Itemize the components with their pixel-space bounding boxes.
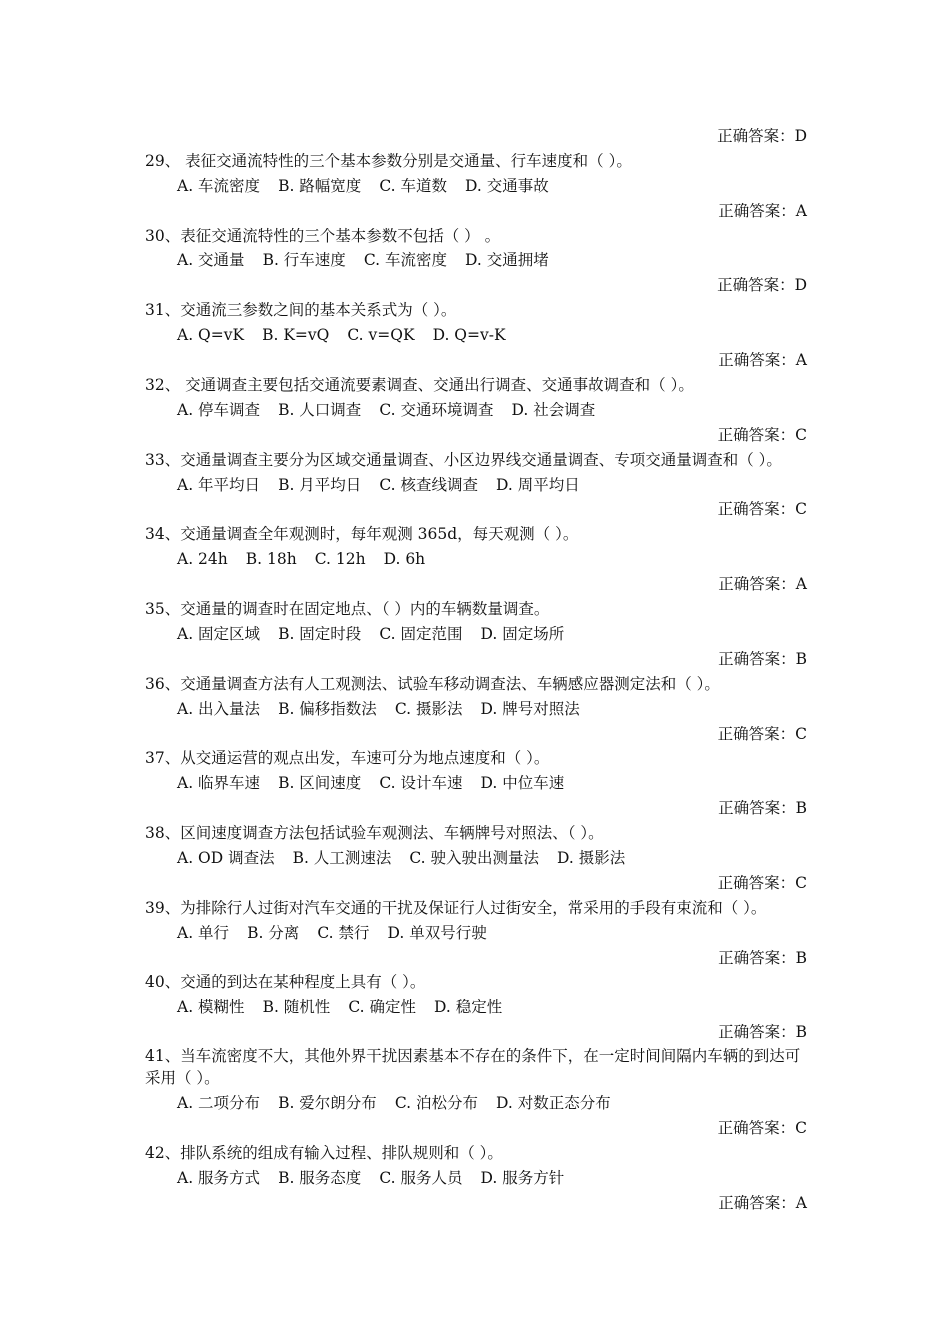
- option-item: B. 偏移指数法: [278, 699, 377, 718]
- option-item: A. 交通量: [177, 251, 245, 270]
- options-row: [145, 1091, 807, 1116]
- answer-line: 正确答案：A: [718, 1193, 807, 1212]
- option-item: D. 交通拥堵: [464, 251, 549, 270]
- question-block: [145, 1141, 807, 1216]
- answer-line: 正确答案：A: [718, 201, 807, 220]
- option-item: C. v=QK: [347, 326, 415, 345]
- option-item: C. 设计车速: [379, 774, 463, 793]
- option-item: C. 驶入驶出测量法: [409, 848, 540, 867]
- option-item: B. 月平均日: [278, 475, 362, 494]
- option-item: A. 二项分布: [177, 1094, 261, 1113]
- answer-line: 正确答案：C: [717, 873, 807, 892]
- option-item: B. 服务态度: [278, 1168, 362, 1187]
- option-item: D. 对数正态分布: [495, 1094, 611, 1113]
- option-item: A. 停车调查: [177, 400, 261, 419]
- options-row: [145, 846, 807, 871]
- option-item: C. 车流密度: [363, 251, 447, 270]
- question-block: [145, 821, 807, 896]
- question-text: 39、为排除行人过街对汽车交通的干扰及保证行人过街安全，常采用的手段有束流和（ ）。: [145, 898, 767, 917]
- question-text: 31、交通流三参数之间的基本关系式为（ ）。: [145, 301, 457, 320]
- question-text: 41、当车流密度不大，其他外界干扰因素基本不存在的条件下，在一定时间间隔内车辆的到达可采用（ ）。: [145, 1047, 801, 1088]
- answer-line: 正确答案：B: [718, 1023, 807, 1042]
- option-item: A. Q=vK: [177, 326, 245, 345]
- option-item: A. 年平均日: [177, 475, 261, 494]
- question-block: [145, 149, 807, 224]
- option-item: C. 服务人员: [379, 1168, 463, 1187]
- option-item: A. OD 调查法: [177, 848, 275, 867]
- option-item: C. 泊松分布: [394, 1094, 478, 1113]
- options-row: [145, 921, 807, 946]
- answer-line: 正确答案：D: [717, 276, 807, 295]
- question-block: [145, 597, 807, 672]
- answer-line: 正确答案：B: [718, 799, 807, 818]
- option-item: B. 18h: [245, 550, 297, 569]
- options-row: [145, 473, 807, 498]
- question-text: 32、 交通调查主要包括交通流要素调查、交通出行调查、交通事故调查和（ ）。: [145, 375, 694, 394]
- option-item: A. 24h: [177, 550, 228, 569]
- answer-line: 正确答案：C: [717, 500, 807, 519]
- answer-line-top: 正确答案：D: [717, 127, 807, 145]
- option-item: D. 服务方针: [480, 1168, 565, 1187]
- question-text: 35、交通量的调查时在固定地点、（ ）内的车辆数量调查。: [145, 600, 550, 619]
- option-item: B. 随机性: [262, 998, 331, 1017]
- question-block: [145, 970, 807, 1045]
- option-item: C. 禁行: [317, 923, 370, 942]
- option-item: B. 人工测速法: [292, 848, 392, 867]
- option-item: D. 稳定性: [433, 998, 503, 1017]
- options-row: [145, 995, 807, 1020]
- question-text: 38、区间速度调查方法包括试验车观测法、车辆牌号对照法、（ ）。: [145, 824, 604, 843]
- option-item: A. 服务方式: [177, 1168, 261, 1187]
- option-item: C. 核查线调查: [379, 475, 478, 494]
- question-text: 34、交通量调查全年观测时，每年观测 365d，每天观测（ ）。: [145, 525, 579, 544]
- options-row: [145, 398, 807, 423]
- answer-line: 正确答案：B: [718, 649, 807, 668]
- answer-line: 正确答案：A: [718, 575, 807, 594]
- options-row: [145, 697, 807, 722]
- question-text: 42、排队系统的组成有输入过程、排队规则和（ ）。: [145, 1143, 503, 1162]
- answer-line: 正确答案：A: [718, 351, 807, 370]
- option-item: C. 固定范围: [379, 624, 463, 643]
- option-item: D. 牌号对照法: [480, 699, 580, 718]
- option-item: D. 单双号行驶: [387, 923, 487, 942]
- question-block: [145, 896, 807, 971]
- option-item: B. K=vQ: [262, 326, 330, 345]
- option-item: B. 区间速度: [278, 774, 362, 793]
- question-text: 33、交通量调查主要分为区域交通量调查、小区边界线交通量调查、专项交通量调查和（ ）。: [145, 450, 782, 469]
- question-block: [145, 1045, 807, 1141]
- question-block: [145, 224, 807, 299]
- option-item: B. 爱尔朗分布: [278, 1094, 377, 1113]
- option-item: B. 人口调查: [278, 400, 362, 419]
- option-item: A. 出入量法: [177, 699, 261, 718]
- options-row: [145, 323, 807, 348]
- option-item: D. 6h: [383, 550, 426, 569]
- question-block: [145, 298, 807, 373]
- option-item: A. 临界车速: [177, 774, 261, 793]
- answer-line: 正确答案：C: [717, 724, 807, 743]
- answer-line: 正确答案：C: [717, 1119, 807, 1138]
- option-item: D. Q=v-K: [432, 326, 506, 345]
- option-item: A. 车流密度: [177, 176, 261, 195]
- answer-line: 正确答案：B: [718, 948, 807, 967]
- options-row: [145, 622, 807, 647]
- option-item: C. 车道数: [379, 176, 447, 195]
- option-item: A. 单行: [177, 923, 230, 942]
- option-item: B. 固定时段: [278, 624, 362, 643]
- option-item: D. 交通事故: [464, 176, 549, 195]
- question-block: [145, 746, 807, 821]
- question-block: [145, 373, 807, 448]
- option-item: D. 社会调查: [511, 400, 596, 419]
- option-item: C. 摄影法: [394, 699, 463, 718]
- question-text: 30、表征交通流特性的三个基本参数不包括（ ） 。: [145, 226, 501, 245]
- options-row: [145, 771, 807, 796]
- option-item: C. 确定性: [348, 998, 416, 1017]
- question-block: [145, 672, 807, 747]
- question-text: 40、交通的到达在某种程度上具有（ ）。: [145, 973, 426, 992]
- option-item: D. 固定场所: [480, 624, 565, 643]
- option-item: C. 12h: [314, 550, 366, 569]
- option-item: D. 中位车速: [480, 774, 565, 793]
- option-item: A. 固定区域: [177, 624, 261, 643]
- option-item: A. 模糊性: [177, 998, 245, 1017]
- option-item: C. 交通环境调查: [379, 400, 494, 419]
- option-item: B. 行车速度: [262, 251, 346, 270]
- question-text: 36、交通量调查方法有人工观测法、试验车移动调查法、车辆感应器测定法和（ ）。: [145, 674, 720, 693]
- options-row: [145, 248, 807, 273]
- question-block: [145, 448, 807, 523]
- question-text: 37、从交通运营的观点出发，车速可分为地点速度和（ ）。: [145, 749, 550, 768]
- question-list: [145, 124, 807, 1216]
- question-block: [145, 522, 807, 597]
- options-row: [145, 174, 807, 199]
- option-item: B. 路幅宽度: [278, 176, 362, 195]
- answer-line: 正确答案：C: [717, 425, 807, 444]
- option-item: D. 摄影法: [557, 848, 626, 867]
- option-item: B. 分离: [247, 923, 300, 942]
- options-row: [145, 547, 807, 572]
- options-row: [145, 1166, 807, 1191]
- question-text: 29、 表征交通流特性的三个基本参数分别是交通量、行车速度和（ ）。: [145, 151, 632, 170]
- option-item: D. 周平均日: [495, 475, 580, 494]
